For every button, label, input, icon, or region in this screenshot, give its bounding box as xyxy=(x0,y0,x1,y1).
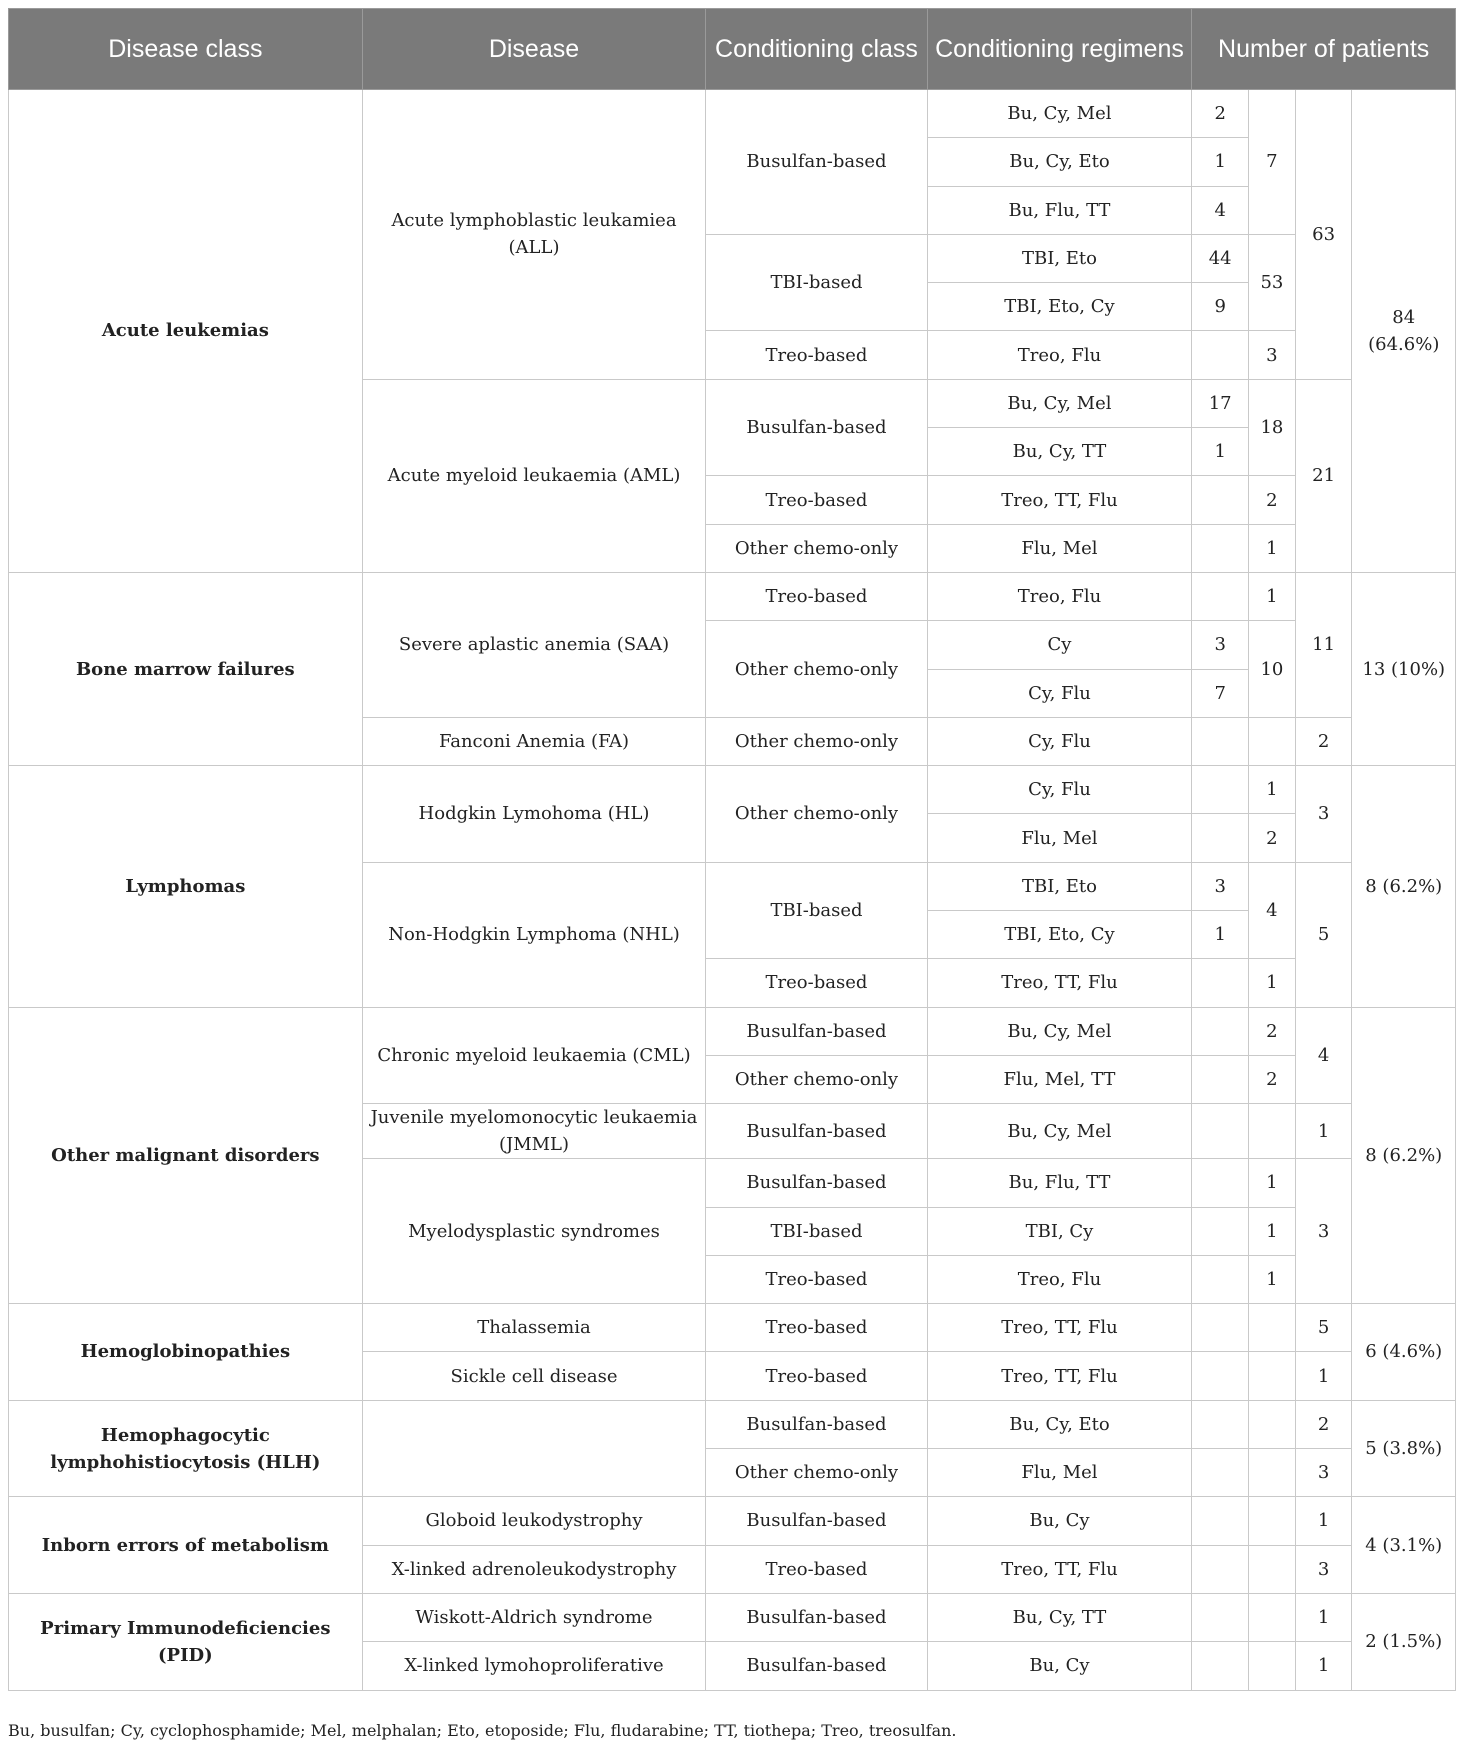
table-cell: Busulfan-based xyxy=(706,1400,927,1448)
table-cell xyxy=(1192,524,1249,572)
table-cell: 1 xyxy=(1295,1642,1352,1690)
table-cell: Bu, Cy, Mel xyxy=(927,1104,1192,1159)
table-cell: 17 xyxy=(1192,379,1249,427)
table-cell: Treo, TT, Flu xyxy=(927,1304,1192,1352)
table-cell: Other malignant disorders xyxy=(9,1007,363,1303)
table-cell: Other chemo-only xyxy=(706,1449,927,1497)
table-cell: 21 xyxy=(1295,379,1352,572)
table-cell: 4 (3.1%) xyxy=(1352,1497,1456,1594)
table-cell: Acute lymphoblastic leukamiea (ALL) xyxy=(362,90,706,380)
table-row xyxy=(9,1497,1456,1545)
table-cell xyxy=(1249,1449,1296,1497)
table-cell: Bu, Cy, Mel xyxy=(927,90,1192,138)
table-cell: Busulfan-based xyxy=(706,379,927,476)
table-cell: 63 xyxy=(1295,90,1352,380)
table-cell: 1 xyxy=(1249,1159,1296,1207)
header-disease: Disease xyxy=(362,9,706,90)
table-cell: Thalassemia xyxy=(362,1304,706,1352)
table-cell: 2 xyxy=(1249,1055,1296,1103)
table-cell xyxy=(1192,1400,1249,1448)
table-cell xyxy=(1192,959,1249,1007)
table-cell: 11 xyxy=(1295,572,1352,717)
table-cell xyxy=(1192,1593,1249,1641)
table-cell xyxy=(1249,1352,1296,1400)
table-cell xyxy=(1249,1545,1296,1593)
table-cell: 9 xyxy=(1192,283,1249,331)
table-cell: 2 xyxy=(1295,717,1352,765)
table-cell: Treo-based xyxy=(706,476,927,524)
table-cell: Treo, Flu xyxy=(927,331,1192,379)
table-cell: 2 (1.5%) xyxy=(1352,1593,1456,1690)
table-cell: Treo-based xyxy=(706,1545,927,1593)
table-cell: TBI, Eto xyxy=(927,862,1192,910)
table-cell: Inborn errors of metabolism xyxy=(9,1497,363,1594)
table-cell: Treo, TT, Flu xyxy=(927,1352,1192,1400)
table-cell: Other chemo-only xyxy=(706,766,927,863)
table-cell: Treo, TT, Flu xyxy=(927,959,1192,1007)
table-cell: 2 xyxy=(1249,1007,1296,1055)
table-cell: Busulfan-based xyxy=(706,1007,927,1055)
table-cell: Wiskott-Aldrich syndrome xyxy=(362,1593,706,1641)
table-cell xyxy=(1249,717,1296,765)
table-cell: Juvenile myelomonocytic leukaemia (JMML) xyxy=(362,1104,706,1159)
table-cell: 8 (6.2%) xyxy=(1352,1007,1456,1303)
table-cell xyxy=(1249,1497,1296,1545)
table-cell: Flu, Mel xyxy=(927,1449,1192,1497)
table-cell: Bone marrow failures xyxy=(9,572,363,765)
table-cell: Treo-based xyxy=(706,1304,927,1352)
table-cell: Globoid leukodystrophy xyxy=(362,1497,706,1545)
table-cell: Non-Hodgkin Lymphoma (NHL) xyxy=(362,862,706,1007)
table-cell xyxy=(1192,1007,1249,1055)
table-cell xyxy=(1249,1400,1296,1448)
table-cell xyxy=(1192,331,1249,379)
table-cell: 5 (3.8%) xyxy=(1352,1400,1456,1497)
table-cell: TBI-based xyxy=(706,862,927,959)
table-cell: Bu, Cy, Eto xyxy=(927,138,1192,186)
table-cell: Hodgkin Lymohoma (HL) xyxy=(362,766,706,863)
table-cell: Myelodysplastic syndromes xyxy=(362,1159,706,1304)
table-cell: Acute myeloid leukaemia (AML) xyxy=(362,379,706,572)
table-cell xyxy=(1192,1449,1249,1497)
table-cell: 1 xyxy=(1192,428,1249,476)
table-cell xyxy=(1192,766,1249,814)
table-cell: Treo-based xyxy=(706,331,927,379)
table-cell xyxy=(1192,1159,1249,1207)
table-cell: 1 xyxy=(1295,1104,1352,1159)
table-cell: 3 xyxy=(1295,766,1352,863)
table-cell xyxy=(1249,1593,1296,1641)
table-cell: 3 xyxy=(1192,621,1249,669)
table-cell: Busulfan-based xyxy=(706,1104,927,1159)
table-cell: 1 xyxy=(1295,1352,1352,1400)
table-cell xyxy=(362,1400,706,1497)
table-cell: 4 xyxy=(1249,862,1296,959)
table-cell: 4 xyxy=(1192,186,1249,234)
table-cell xyxy=(1249,1104,1296,1159)
table-cell: 6 (4.6%) xyxy=(1352,1304,1456,1401)
table-cell: 1 xyxy=(1192,911,1249,959)
table-cell: 2 xyxy=(1295,1400,1352,1448)
table-cell: TBI, Eto, Cy xyxy=(927,911,1192,959)
table-cell: 1 xyxy=(1249,1207,1296,1255)
table-cell xyxy=(1192,1104,1249,1159)
table-cell: Busulfan-based xyxy=(706,90,927,235)
table-cell xyxy=(1192,1255,1249,1303)
table-cell xyxy=(1192,1207,1249,1255)
table-cell: Flu, Mel, TT xyxy=(927,1055,1192,1103)
patients-table xyxy=(8,8,1456,1691)
table-cell xyxy=(1192,1642,1249,1690)
table-cell: Cy, Flu xyxy=(927,717,1192,765)
header-conditioning-class: Conditioning class xyxy=(706,9,927,90)
table-cell: Busulfan-based xyxy=(706,1497,927,1545)
table-cell: Bu, Cy xyxy=(927,1497,1192,1545)
table-cell: X-linked lymohoproliferative xyxy=(362,1642,706,1690)
table-cell: 1 xyxy=(1249,1255,1296,1303)
table-row xyxy=(9,572,1456,620)
table-cell: Bu, Cy, Mel xyxy=(927,379,1192,427)
table-cell: 18 xyxy=(1249,379,1296,476)
table-cell: 44 xyxy=(1192,234,1249,282)
table-cell: Bu, Cy, TT xyxy=(927,428,1192,476)
table-cell: 2 xyxy=(1249,814,1296,862)
table-cell: 3 xyxy=(1295,1545,1352,1593)
table-cell: Treo-based xyxy=(706,572,927,620)
table-row xyxy=(9,1007,1456,1055)
table-cell: TBI, Eto, Cy xyxy=(927,283,1192,331)
table-footnote: Bu, busulfan; Cy, cyclophosphamide; Mel, melphalan; Eto, etoposide; Flu, fludarabine; TT, tiothepa; Treo, treosulfan. xyxy=(8,1721,957,1740)
table-cell: 3 xyxy=(1295,1449,1352,1497)
header-disease-class: Disease class xyxy=(9,9,363,90)
table-cell: Treo-based xyxy=(706,1255,927,1303)
table-cell: 1 xyxy=(1295,1593,1352,1641)
table-cell xyxy=(1192,1497,1249,1545)
table-cell xyxy=(1192,717,1249,765)
table-cell: 8 (6.2%) xyxy=(1352,766,1456,1007)
table-cell: Primary Immunodeficiencies (PID) xyxy=(9,1593,363,1690)
table-cell: Sickle cell disease xyxy=(362,1352,706,1400)
table-cell: TBI, Cy xyxy=(927,1207,1192,1255)
table-cell: 7 xyxy=(1192,669,1249,717)
table-cell: Acute leukemias xyxy=(9,90,363,573)
table-cell: 1 xyxy=(1295,1497,1352,1545)
table-cell: Cy, Flu xyxy=(927,766,1192,814)
table-cell: Busulfan-based xyxy=(706,1642,927,1690)
table-cell: 13 (10%) xyxy=(1352,572,1456,765)
table-cell: 53 xyxy=(1249,234,1296,331)
table-cell xyxy=(1249,1642,1296,1690)
header-number-of-patients: Number of patients xyxy=(1192,9,1456,90)
table-cell: Bu, Cy xyxy=(927,1642,1192,1690)
table-cell xyxy=(1192,814,1249,862)
table-row xyxy=(9,90,1456,138)
table-row xyxy=(9,1400,1456,1448)
table-cell: TBI-based xyxy=(706,234,927,331)
table-cell: Other chemo-only xyxy=(706,524,927,572)
table-cell: Treo, TT, Flu xyxy=(927,476,1192,524)
table-cell xyxy=(1192,476,1249,524)
table-cell: Bu, Cy, Mel xyxy=(927,1007,1192,1055)
table-cell: TBI, Eto xyxy=(927,234,1192,282)
table-cell: Cy, Flu xyxy=(927,669,1192,717)
table-cell: Other chemo-only xyxy=(706,1055,927,1103)
table-cell: 3 xyxy=(1295,1159,1352,1304)
table-cell: Other chemo-only xyxy=(706,717,927,765)
table-cell: Treo, Flu xyxy=(927,1255,1192,1303)
table-cell: Treo, Flu xyxy=(927,572,1192,620)
table-cell: 5 xyxy=(1295,862,1352,1007)
table-cell: Bu, Cy, TT xyxy=(927,1593,1192,1641)
table-cell xyxy=(1192,572,1249,620)
table-cell xyxy=(1249,1304,1296,1352)
table-cell: 1 xyxy=(1192,138,1249,186)
table-cell: 2 xyxy=(1192,90,1249,138)
table-cell: Bu, Cy, Eto xyxy=(927,1400,1192,1448)
table-cell: TBI-based xyxy=(706,1207,927,1255)
table-cell: 2 xyxy=(1249,476,1296,524)
table-cell: Other chemo-only xyxy=(706,621,927,718)
table-cell: Lymphomas xyxy=(9,766,363,1007)
table-cell: Hemophagocytic lymphohistiocytosis (HLH) xyxy=(9,1400,363,1497)
table-cell: 1 xyxy=(1249,572,1296,620)
table-cell: 3 xyxy=(1192,862,1249,910)
table-cell xyxy=(1192,1055,1249,1103)
table-cell: Treo-based xyxy=(706,1352,927,1400)
table-cell xyxy=(1192,1545,1249,1593)
table-cell: Chronic myeloid leukaemia (CML) xyxy=(362,1007,706,1104)
header-conditioning-regimens: Conditioning regimens xyxy=(927,9,1192,90)
table-cell: Severe aplastic anemia (SAA) xyxy=(362,572,706,717)
table-cell: 5 xyxy=(1295,1304,1352,1352)
header-row xyxy=(9,9,1456,90)
table-cell: Treo, TT, Flu xyxy=(927,1545,1192,1593)
table-cell: Cy xyxy=(927,621,1192,669)
table-cell: 7 xyxy=(1249,90,1296,235)
table-cell: 1 xyxy=(1249,766,1296,814)
table-cell: 4 xyxy=(1295,1007,1352,1104)
table-cell: Hemoglobinopathies xyxy=(9,1304,363,1401)
table-row xyxy=(9,766,1456,814)
table-cell: Bu, Flu, TT xyxy=(927,1159,1192,1207)
table-row xyxy=(9,1593,1456,1641)
table-cell: Busulfan-based xyxy=(706,1159,927,1207)
table-cell: 1 xyxy=(1249,959,1296,1007)
table-cell: 3 xyxy=(1249,331,1296,379)
table-cell: Flu, Mel xyxy=(927,814,1192,862)
table-cell: Busulfan-based xyxy=(706,1593,927,1641)
table-cell xyxy=(1192,1304,1249,1352)
table-cell: Fanconi Anemia (FA) xyxy=(362,717,706,765)
table-cell: Flu, Mel xyxy=(927,524,1192,572)
table-cell xyxy=(1192,1352,1249,1400)
table-row xyxy=(9,1304,1456,1352)
table-cell: X-linked adrenoleukodystrophy xyxy=(362,1545,706,1593)
table-cell: 10 xyxy=(1249,621,1296,718)
table-cell: Bu, Flu, TT xyxy=(927,186,1192,234)
table-cell: 84 (64.6%) xyxy=(1352,90,1456,573)
table-cell: 1 xyxy=(1249,524,1296,572)
table-cell: Treo-based xyxy=(706,959,927,1007)
